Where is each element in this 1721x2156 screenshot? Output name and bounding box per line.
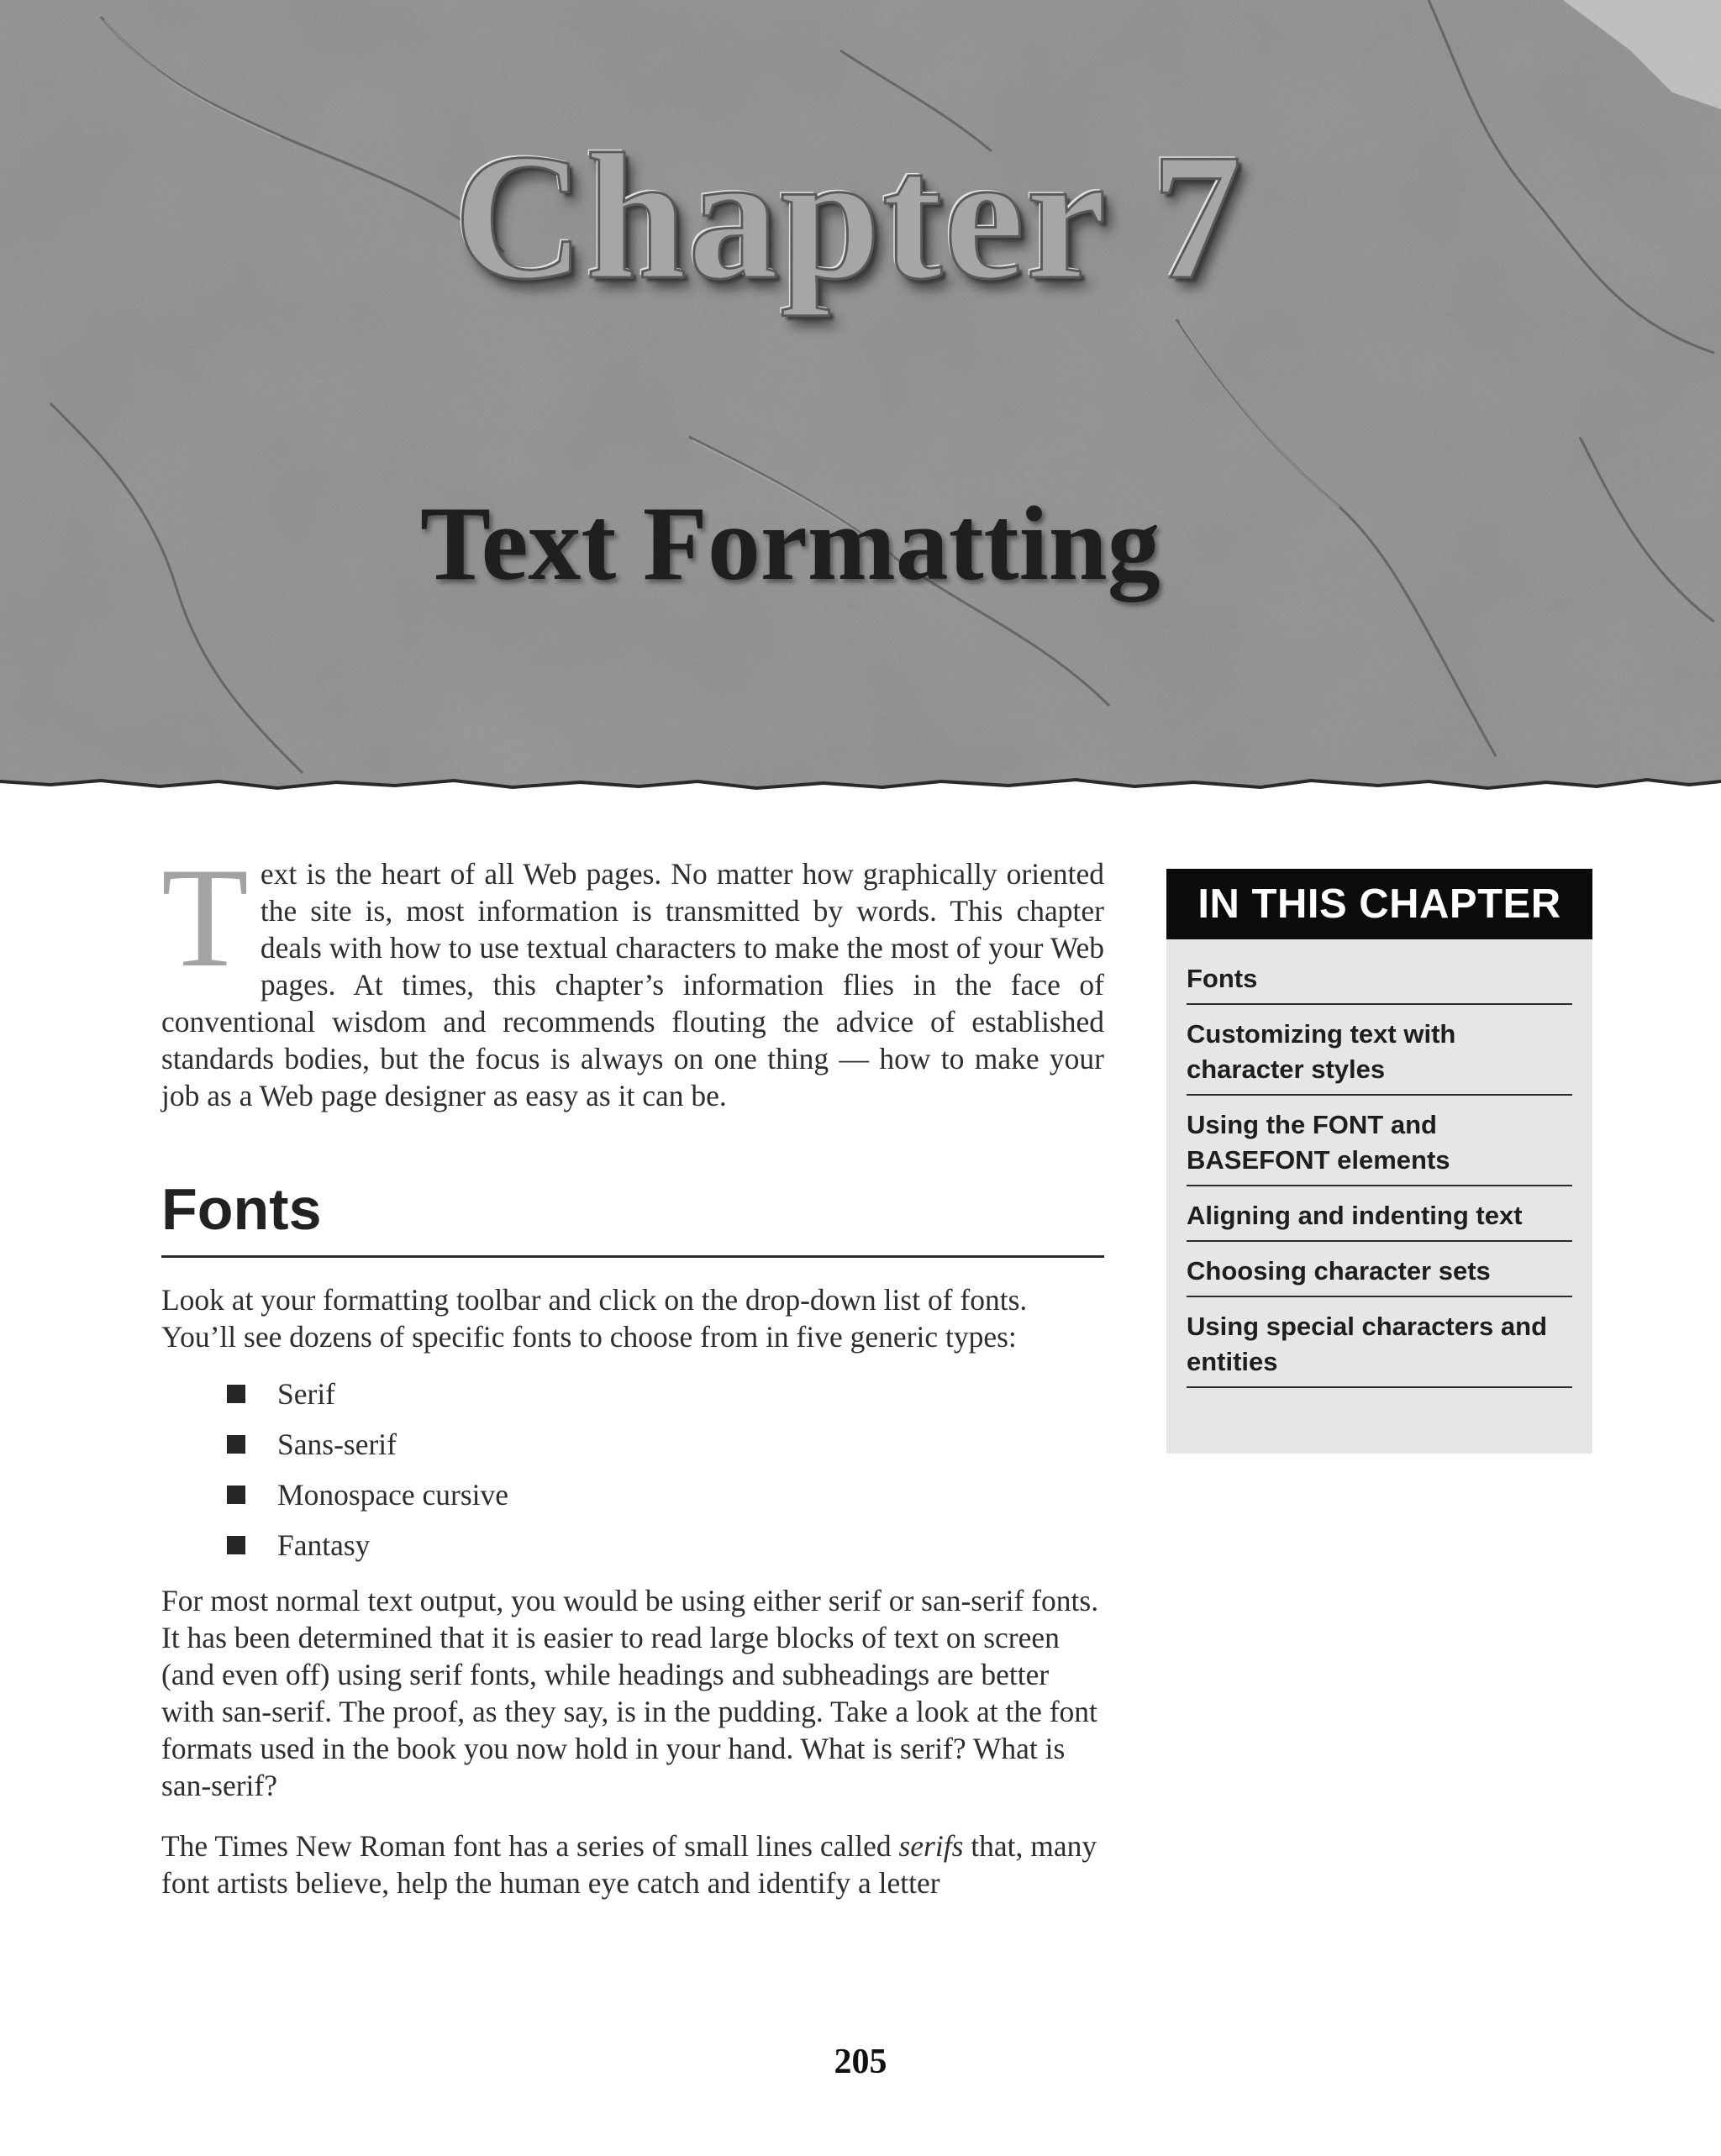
list-item [227,1470,1104,1520]
section-heading-fonts: Fonts [161,1180,1104,1258]
in-this-chapter-sidebar [1166,869,1592,1454]
sidebar-item-fonts: Fonts [1187,949,1572,1005]
square-bullet-icon [227,1536,245,1554]
times-new-roman-paragraph [161,1827,1104,1901]
sidebar-item-special-characters: Using special characters and entities [1187,1297,1572,1388]
square-bullet-icon [227,1486,245,1504]
square-bullet-icon [227,1435,245,1454]
intro-text: ext is the heart of all Web pages. No matter how graphically oriented the site is, most information is transmitted by words. This chapter deals with how to use textual characters to make the most of your Web pages. At times, this chapter’s information flies in the face of conventional wisdom and recommends flouting the advice of established standards bodies, but the focus is always on one thing — how to make your job as a Web page designer as easy as it can be. [161,857,1104,1112]
list-item-label: Monospace cursive [277,1478,509,1512]
chapter-banner [0,0,1721,807]
sidebar-item-font-basefont: Using the FONT and BASEFONT elements [1187,1096,1572,1186]
drop-cap: T [161,839,249,996]
square-bullet-icon [227,1385,245,1403]
chapter-number-label: Chapter 7 [454,116,1244,317]
list-item-label: Sans-serif [277,1428,397,1461]
list-item [227,1369,1104,1419]
sidebar-item-character-sets: Choosing character sets [1187,1242,1572,1297]
sidebar-item-character-styles: Customizing text with character styles [1187,1005,1572,1096]
emphasis-serifs: serifs [898,1829,964,1863]
page-number: 205 [834,2043,887,2081]
sidebar-topic-list [1166,939,1592,1388]
intro-paragraph [161,839,1104,1114]
font-types-list [161,1369,1104,1570]
fonts-lead-paragraph: Look at your formatting toolbar and click on the drop-down list of fonts. You’ll see dozens of specific fonts to choose from in five generic types: [161,1283,1028,1354]
sidebar-title: IN THIS CHAPTER [1166,869,1592,939]
list-item-label: Fantasy [277,1528,371,1562]
chapter-title: Text Formatting [420,486,1160,602]
list-item [227,1419,1104,1470]
serif-explanation-paragraph: For most normal text output, you would be using either serif or san-serif fonts. It has been determined that it is easier to read large blocks of text on screen (and even off) using serif fonts, while headings and subheadings are better with san-serif. The proof, as they say, is in the pudding. Take a look at the font formats used in the book you now hold in your hand. What is serif? What is san-serif? [161,1584,1099,1802]
paragraph-text-start: The Times New Roman font has a series of small lines called [161,1829,899,1863]
sidebar-item-aligning: Aligning and indenting text [1187,1186,1572,1242]
list-item-label: Serif [277,1377,336,1411]
list-item [227,1520,1104,1570]
paragraph-text-end: that, many font artists believe, help the human eye catch and identify a letter [161,1829,1097,1900]
main-column [161,839,1104,1901]
